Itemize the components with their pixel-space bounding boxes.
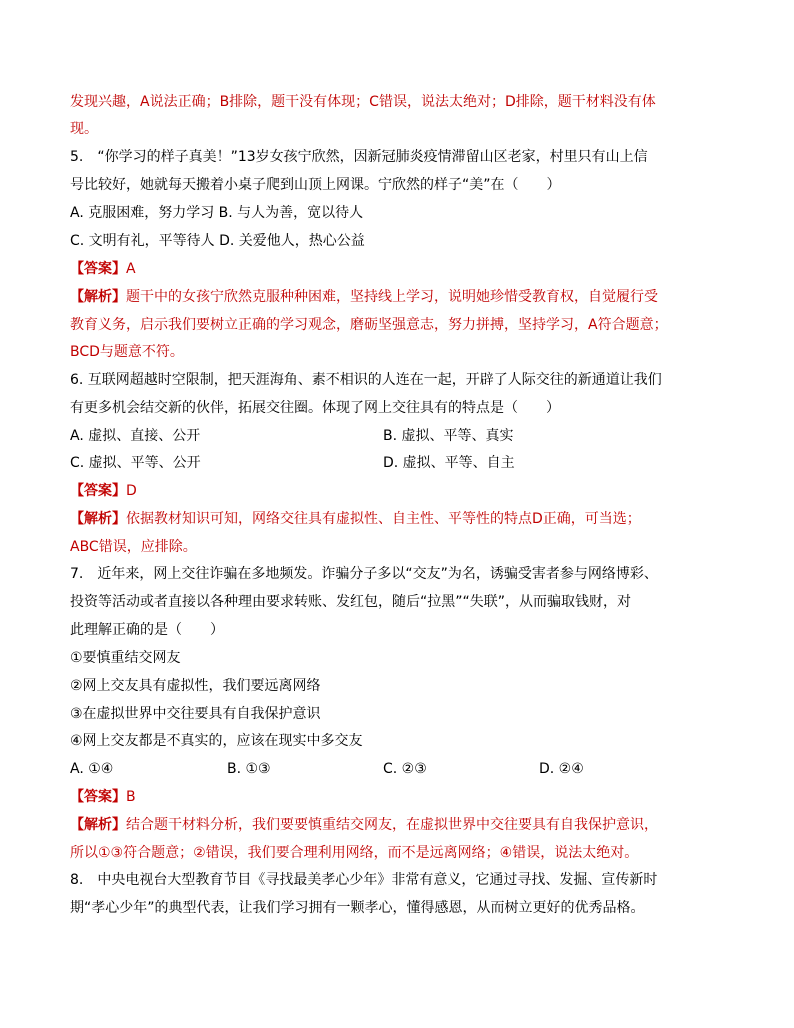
question-6-stem: 有更多机会结交新的伙伴，拓展交往圈。体现了网上交往具有的特点是（ ）	[70, 400, 560, 416]
explanation-text: 依据教材知识可知，网络交往具有虚拟性、自主性、平等性的特点D正确，可当选；	[126, 511, 641, 527]
explanation-label: 【解析】	[70, 511, 126, 527]
question-6-stem: 6. 互联网超越时空限制，把天涯海角、素不相识的人连在一起，开辟了人际交往的新通道让我们	[70, 372, 662, 388]
question-6-answer	[70, 481, 730, 501]
question-5-stem: 5. “你学习的样子真美！”13岁女孩宁欣然，因新冠肺炎疫情滞留山区老家，村里只有山上信	[70, 149, 648, 165]
q4-explanation-line: 现。	[70, 121, 98, 137]
answer-value: B	[126, 789, 136, 805]
question-7-answer	[70, 787, 730, 807]
question-5-options: C. 文明有礼，平等待人 D. 关爱他人，热心公益	[70, 233, 365, 249]
question-6-explanation: ABC错误，应排除。	[70, 539, 197, 555]
explanation-text: 题干中的女孩宁欣然克服种种困难，坚持线上学习，说明她珍惜受教育权，自觉履行受	[126, 289, 658, 305]
question-7-explanation: 所以①③符合题意；②错误，我们要合理利用网络，而不是远离网络；④错误，说法太绝对。	[70, 845, 639, 861]
answer-value: D	[126, 483, 137, 499]
answer-label: 【答案】	[70, 483, 126, 499]
question-6-option-b: B. 虚拟、平等、真实	[383, 428, 514, 444]
question-6-explanation	[70, 509, 730, 529]
answer-value: A	[126, 261, 136, 277]
question-7-explanation	[70, 815, 730, 835]
question-7-stem: 7. 近年来，网上交往诈骗在多地频发。诈骗分子多以“交友”为名，诱骗受害者参与网络博彩、	[70, 566, 658, 582]
question-7-option-a: A. ①④	[70, 761, 114, 777]
question-8-stem: 8. 中央电视台大型教育节目《寻找最美孝心少年》非常有意义，它通过寻找、发掘、宣传新时	[70, 872, 658, 888]
question-7-option-d: D. ②④	[539, 761, 584, 777]
question-7-statement-3: ③在虚拟世界中交往要具有自我保护意识	[70, 706, 321, 722]
explanation-label: 【解析】	[70, 817, 126, 833]
question-5-answer	[70, 259, 730, 279]
q4-explanation-line: 发现兴趣，A说法正确；B排除，题干没有体现；C错误，说法太绝对；D排除，题干材料没有体	[70, 94, 656, 110]
explanation-label: 【解析】	[70, 289, 126, 305]
explanation-text: 结合题干材料分析，我们要要慎重结交网友，在虚拟世界中交往要具有自我保护意识，	[126, 817, 658, 833]
question-5-options: A. 克服困难，努力学习 B. 与人为善，宽以待人	[70, 205, 364, 221]
question-5-stem: 号比较好，她就每天搬着小桌子爬到山顶上网课。宁欣然的样子“美”在（ ）	[70, 177, 561, 193]
question-7-statement-4: ④网上交友都是不真实的，应该在现实中多交友	[70, 733, 363, 749]
question-7-stem: 投资等活动或者直接以各种理由要求转账、发红包，随后“拉黑”“失联”，从而骗取钱财，对	[70, 594, 632, 610]
question-7-option-c: C. ②③	[383, 761, 427, 777]
question-8-stem: 期“孝心少年”的典型代表，让我们学习拥有一颗孝心，懂得感恩，从而树立更好的优秀品格。	[70, 900, 645, 916]
question-5-explanation: 教育义务，启示我们要树立正确的学习观念，磨砺坚强意志，努力拼搏，坚持学习，A符合题意；	[70, 317, 668, 333]
question-6-option-c: C. 虚拟、平等、公开	[70, 455, 201, 471]
question-7-option-b: B. ①③	[227, 761, 271, 777]
question-7-statement-2: ②网上交友具有虚拟性，我们要远离网络	[70, 678, 321, 694]
question-5-explanation: BCD与题意不符。	[70, 344, 184, 360]
question-7-stem: 此理解正确的是（ ）	[70, 622, 224, 638]
answer-label: 【答案】	[70, 789, 126, 805]
answer-label: 【答案】	[70, 261, 126, 277]
question-6-option-d: D. 虚拟、平等、自主	[383, 455, 515, 471]
question-6-option-a: A. 虚拟、直接、公开	[70, 428, 201, 444]
question-5-explanation	[70, 287, 730, 307]
question-7-statement-1: ①要慎重结交网友	[70, 650, 181, 666]
